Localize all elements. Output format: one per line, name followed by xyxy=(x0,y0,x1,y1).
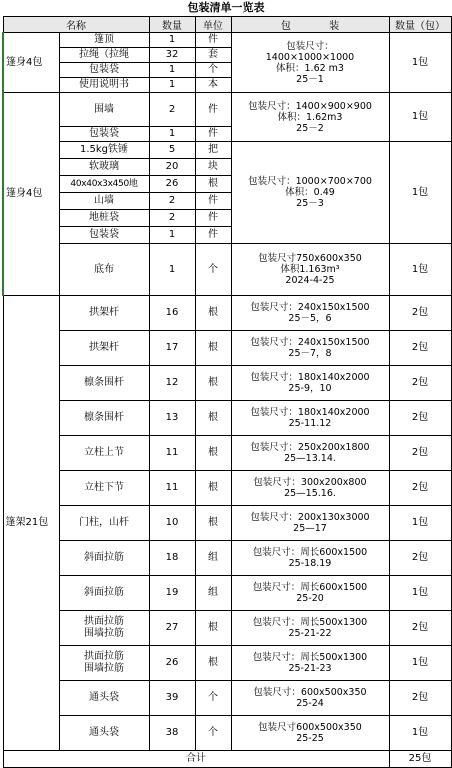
package-info: 包装尺寸：180x140x2000 25-11.12 xyxy=(231,401,389,436)
package-info: 包装尺寸： 1400×1000×1000 体积：1.62 m3 25－1 xyxy=(231,33,389,93)
bag-count: 2包 xyxy=(389,366,451,401)
package-info: 包装尺寸：周长600x1500 25-18.19 xyxy=(231,541,389,576)
bag-count: 2包 xyxy=(389,331,451,366)
item-unit: 根 xyxy=(195,506,231,541)
table-row xyxy=(3,716,451,751)
table-row xyxy=(3,296,451,331)
item-name: 通头袋 xyxy=(59,716,149,751)
item-unit: 个 xyxy=(195,63,231,78)
item-quantity: 20 xyxy=(149,159,195,176)
package-info: 包装尺寸：240x150x1500 25－7，8 xyxy=(231,331,389,366)
table-row xyxy=(3,646,451,681)
item-quantity: 18 xyxy=(149,541,195,576)
bag-count: 2包 xyxy=(389,681,451,716)
item-name: 拱面拉筋 围墙拉筋 xyxy=(59,646,149,681)
package-info: 包装尺寸：1000×700×700 体积：0.49 25－3 xyxy=(231,142,389,244)
item-unit: 根 xyxy=(195,611,231,646)
total-row xyxy=(3,751,451,768)
item-name: 地桩袋 xyxy=(59,210,149,227)
item-quantity: 32 xyxy=(149,48,195,63)
bag-count: 1包 xyxy=(389,93,451,142)
item-name: 拱架杆 xyxy=(59,331,149,366)
bag-count: 1包 xyxy=(389,646,451,681)
bag-count: 2包 xyxy=(389,541,451,576)
bag-count: 1包 xyxy=(389,142,451,244)
item-quantity: 39 xyxy=(149,681,195,716)
bag-count: 1包 xyxy=(389,244,451,296)
item-unit: 块 xyxy=(195,159,231,176)
group-label: 篷身4包 xyxy=(3,93,59,296)
table-row xyxy=(3,611,451,646)
item-name: 40x40x3x450地 xyxy=(59,176,149,193)
item-name: 立柱上节 xyxy=(59,436,149,471)
item-name: 包装袋 xyxy=(59,63,149,78)
item-unit: 件 xyxy=(195,210,231,227)
item-quantity: 1 xyxy=(149,244,195,296)
group-label: 篷身4包 xyxy=(3,33,59,93)
item-unit: 根 xyxy=(195,176,231,193)
item-unit: 个 xyxy=(195,716,231,751)
total-label: 合计 xyxy=(3,751,389,768)
item-unit: 件 xyxy=(195,193,231,210)
item-unit: 套 xyxy=(195,48,231,63)
item-quantity: 1 xyxy=(149,33,195,48)
item-name: 包装袋 xyxy=(59,127,149,142)
table-row xyxy=(3,681,451,716)
item-unit: 个 xyxy=(195,244,231,296)
package-info: 包装尺寸：180x140x2000 25-9，10 xyxy=(231,366,389,401)
item-quantity: 11 xyxy=(149,471,195,506)
bag-count: 2包 xyxy=(389,471,451,506)
table-row xyxy=(3,331,451,366)
item-quantity: 16 xyxy=(149,296,195,331)
item-unit: 根 xyxy=(195,296,231,331)
item-unit: 件 xyxy=(195,33,231,48)
item-name: 斜面拉筋 xyxy=(59,576,149,611)
item-name: 包装袋 xyxy=(59,227,149,244)
header-unit: 单位 xyxy=(195,17,231,33)
item-unit: 本 xyxy=(195,78,231,93)
header-row xyxy=(3,17,451,33)
item-quantity: 12 xyxy=(149,366,195,401)
item-unit: 件 xyxy=(195,93,231,127)
header-bag-count: 数量（包） xyxy=(389,17,451,33)
package-info: 包装尺寸：250x200x1800 25—13.14. xyxy=(231,436,389,471)
item-quantity: 26 xyxy=(149,646,195,681)
table-row xyxy=(3,33,451,48)
item-quantity: 11 xyxy=(149,436,195,471)
package-info: 包装尺寸：周长500x1300 25-21-22 xyxy=(231,611,389,646)
item-quantity: 5 xyxy=(149,142,195,159)
item-unit: 把 xyxy=(195,142,231,159)
table-title: 包装清单一览表 xyxy=(187,1,265,14)
item-name: 底布 xyxy=(59,244,149,296)
item-name: 通头袋 xyxy=(59,681,149,716)
item-quantity: 19 xyxy=(149,576,195,611)
bag-count: 2包 xyxy=(389,401,451,436)
item-unit: 个 xyxy=(195,681,231,716)
item-name: 门柱，山杆 xyxy=(59,506,149,541)
item-quantity: 1 xyxy=(149,227,195,244)
table-row xyxy=(3,576,451,611)
package-info: 包装尺寸：240x150x1500 25－5，6 xyxy=(231,296,389,331)
item-unit: 根 xyxy=(195,331,231,366)
item-name: 软玻璃 xyxy=(59,159,149,176)
bag-count: 2包 xyxy=(389,436,451,471)
item-unit: 根 xyxy=(195,366,231,401)
item-name: 檩条围杆 xyxy=(59,401,149,436)
item-name: 1.5kg铁锤 xyxy=(59,142,149,159)
item-name: 立柱下节 xyxy=(59,471,149,506)
table-row xyxy=(3,244,451,296)
item-unit: 组 xyxy=(195,576,231,611)
total-value: 25包 xyxy=(389,751,451,768)
table-row xyxy=(3,142,451,159)
item-unit: 根 xyxy=(195,471,231,506)
item-unit: 组 xyxy=(195,541,231,576)
table-row xyxy=(3,471,451,506)
package-info: 包装尺寸：周长600x1500 25-20 xyxy=(231,576,389,611)
package-info: 包装尺寸：1400×900×900 体积：1.62m3 25－2 xyxy=(231,93,389,142)
header-qty: 数量 xyxy=(149,17,195,33)
package-info: 包装尺寸：600x500x350 25-24 xyxy=(231,681,389,716)
item-quantity: 2 xyxy=(149,210,195,227)
bag-count: 1包 xyxy=(389,506,451,541)
item-quantity: 10 xyxy=(149,506,195,541)
bag-count: 2包 xyxy=(389,296,451,331)
bag-count: 1包 xyxy=(389,33,451,93)
item-quantity: 38 xyxy=(149,716,195,751)
item-quantity: 26 xyxy=(149,176,195,193)
item-name: 山墙 xyxy=(59,193,149,210)
item-quantity: 13 xyxy=(149,401,195,436)
item-quantity: 17 xyxy=(149,331,195,366)
item-quantity: 2 xyxy=(149,93,195,127)
item-name: 拱面拉筋 围墙拉筋 xyxy=(59,611,149,646)
package-info: 包装尺寸750x600x350 体积1.163m³ 2024-4-25 xyxy=(231,244,389,296)
table-body xyxy=(3,33,451,751)
item-unit: 根 xyxy=(195,436,231,471)
item-unit: 根 xyxy=(195,646,231,681)
table-row xyxy=(3,366,451,401)
item-quantity: 2 xyxy=(149,193,195,210)
table-row xyxy=(3,401,451,436)
item-name: 围墙 xyxy=(59,93,149,127)
bag-count: 2包 xyxy=(389,611,451,646)
item-name: 檩条围杆 xyxy=(59,366,149,401)
item-unit: 件 xyxy=(195,127,231,142)
item-unit: 件 xyxy=(195,227,231,244)
item-name: 斜面拉筋 xyxy=(59,541,149,576)
item-unit: 根 xyxy=(195,401,231,436)
table-row xyxy=(3,506,451,541)
package-info: 包装尺寸：200x130x3000 25—17 xyxy=(231,506,389,541)
item-name: 使用说明书 xyxy=(59,78,149,93)
packing-list-table xyxy=(2,16,452,768)
package-info: 包装尺寸：周长500x1300 25-21-23 xyxy=(231,646,389,681)
item-quantity: 27 xyxy=(149,611,195,646)
table-row xyxy=(3,93,451,127)
item-quantity: 1 xyxy=(149,78,195,93)
item-quantity: 1 xyxy=(149,63,195,78)
item-name: 拱架杆 xyxy=(59,296,149,331)
header-name: 名称 xyxy=(3,17,149,33)
item-quantity: 1 xyxy=(149,127,195,142)
package-info: 包装尺寸：300x200x800 25—15.16. xyxy=(231,471,389,506)
table-row xyxy=(3,436,451,471)
group-label: 篷架21包 xyxy=(3,296,59,751)
package-info: 包装尺寸600x500x350 25-25 xyxy=(231,716,389,751)
bag-count: 1包 xyxy=(389,716,451,751)
header-package: 包 装 xyxy=(231,17,389,33)
bag-count: 1包 xyxy=(389,576,451,611)
item-name: 拉绳（拉绳 xyxy=(59,48,149,63)
table-row xyxy=(3,541,451,576)
item-name: 篷顶 xyxy=(59,33,149,48)
